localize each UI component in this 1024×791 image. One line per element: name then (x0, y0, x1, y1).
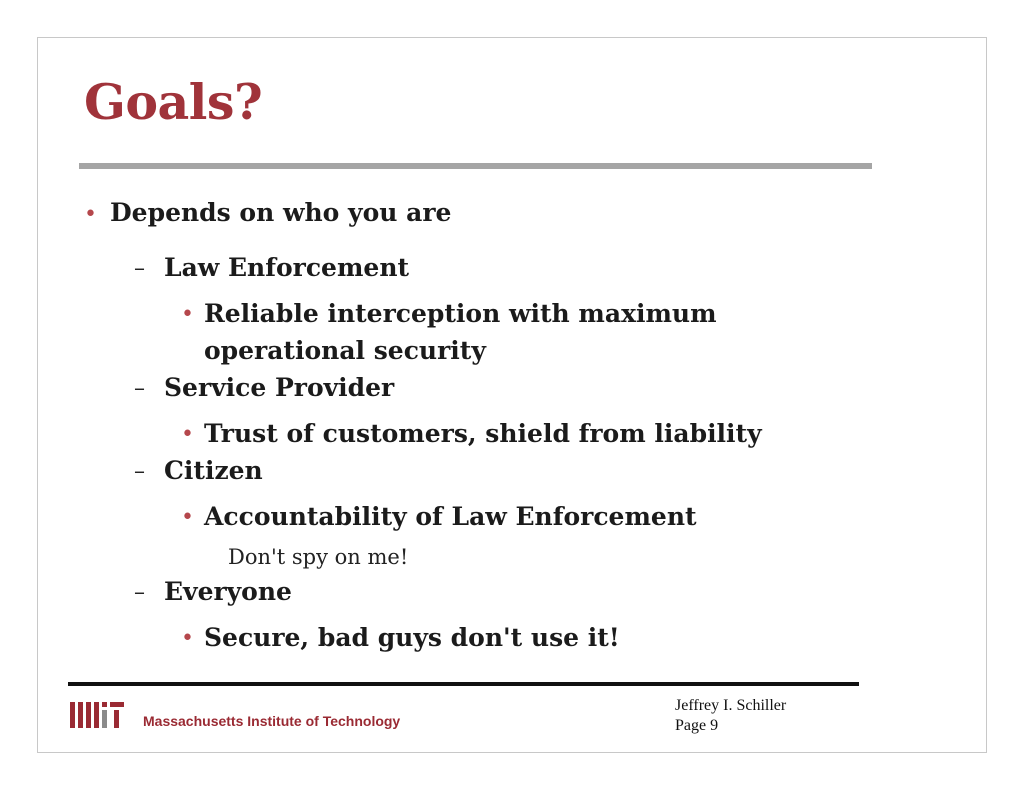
author-name: Jeffrey I. Schiller (675, 697, 787, 714)
footer-divider (68, 682, 859, 686)
mit-logo-icon (70, 702, 124, 728)
page-number: Page 9 (675, 717, 719, 734)
dash-marker: – (134, 459, 145, 484)
sub-everyone: Everyone (164, 577, 292, 606)
note-dont-spy: Don't spy on me! (228, 545, 409, 569)
sub-citizen: Citizen (164, 456, 263, 485)
bullet-marker: • (84, 202, 97, 227)
institution-name: Massachusetts Institute of Technology (143, 713, 401, 729)
title-divider (79, 163, 872, 169)
item-operational-security: operational security (204, 336, 486, 365)
bullet-marker: • (181, 505, 194, 530)
dash-marker: – (134, 256, 145, 281)
item-trust-customers: Trust of customers, shield from liability (204, 419, 762, 448)
item-reliable-interception: Reliable interception with maximum (204, 299, 717, 328)
dash-marker: – (134, 580, 145, 605)
bullet-depends: Depends on who you are (110, 198, 452, 227)
footer-author-block (675, 696, 786, 736)
dash-marker: – (134, 376, 145, 401)
item-accountability: Accountability of Law Enforcement (204, 502, 697, 531)
sub-service-provider: Service Provider (164, 373, 395, 402)
item-secure-bad-guys: Secure, bad guys don't use it! (204, 623, 620, 652)
bullet-marker: • (181, 626, 194, 651)
slide-title: Goals? (84, 73, 263, 131)
sub-law-enforcement: Law Enforcement (164, 253, 410, 282)
bullet-marker: • (181, 302, 194, 327)
bullet-marker: • (181, 422, 194, 447)
